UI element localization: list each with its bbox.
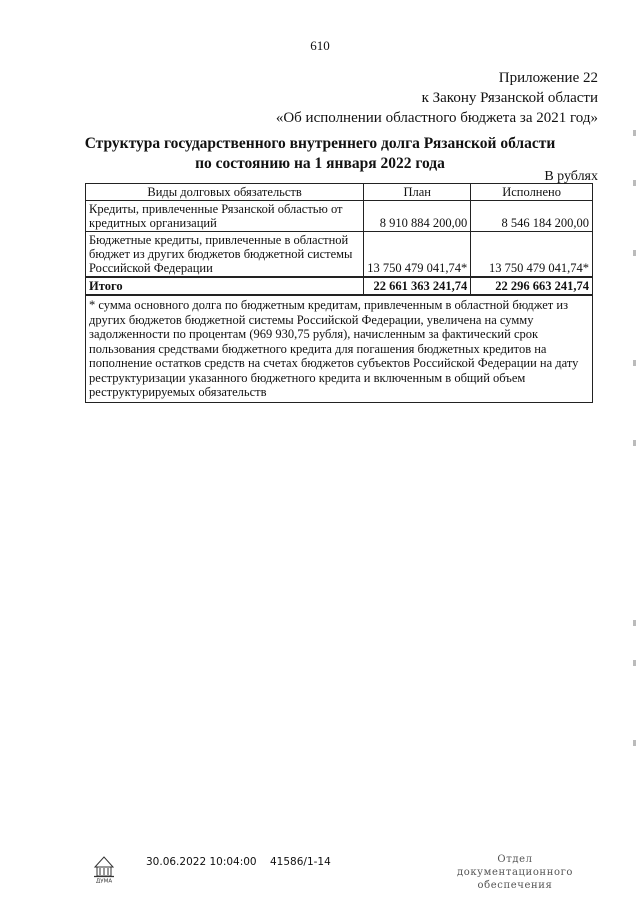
total-label: Итого: [86, 277, 364, 295]
title-line-1: Структура государственного внутреннего долга Рязанской области: [84, 135, 556, 152]
page-footer: [0, 853, 640, 893]
row-name: Бюджетные кредиты, привлеченные в областной бюджет из других бюджетов бюджетной системы Российской Федерации: [86, 232, 364, 278]
header-actual: Исполнено: [471, 184, 593, 201]
table-header-row: [86, 184, 593, 201]
scan-edge-marks: [632, 100, 636, 800]
row-name: Кредиты, привлеченные Рязанской областью от кредитных организаций: [86, 201, 364, 232]
appendix-line-2: к Закону Рязанской области: [421, 90, 598, 106]
page-number: 610: [310, 38, 330, 53]
footnote: * сумма основного долга по бюджетным кредитам, привлеченным в областной бюджет из других бюджетов бюджетной системы Российской Федерации, увеличена на сумму задолженности по процентам (969 930,75 рубля), начисленным за фактический срок пользования средствами бюджетного кредита для погашения бюджетных кредитов на пополнение остатков средств на счетах бюджетов субъектов Российской Федерации на дату реструктуризации указанного бюджетного кредита и включенным в общий объем реструктурируемых обязательств: [86, 295, 593, 402]
row-plan: 8 910 884 200,00: [364, 201, 471, 232]
department-line-2: обеспечения: [477, 880, 553, 891]
row-actual: 13 750 479 041,74*: [471, 232, 593, 278]
registration-date: 30.06.2022 10:04:00: [146, 856, 257, 868]
footnote-row: [86, 295, 593, 402]
title-line-2: по состоянию на 1 января 2022 года: [195, 155, 445, 172]
units-label: В рублях: [544, 169, 598, 184]
logo-text: ДУМА: [95, 878, 113, 883]
table-row: [86, 232, 593, 278]
department-stamp: [440, 853, 590, 892]
appendix-line-1: Приложение 22: [498, 70, 598, 86]
document-title: [0, 134, 640, 174]
appendix-line-3: «Об исполнении областного бюджета за 2021 год»: [275, 110, 598, 126]
department-line-1: Отдел документационного: [456, 854, 574, 878]
appendix-header: [276, 68, 598, 128]
header-plan: План: [364, 184, 471, 201]
row-actual: 8 546 184 200,00: [471, 201, 593, 232]
duma-building-icon: [91, 853, 117, 883]
debt-table: [85, 183, 593, 403]
total-actual: 22 296 663 241,74: [471, 277, 593, 295]
registration-number: 41586/1-14: [270, 856, 331, 868]
total-row: [86, 277, 593, 295]
table-row: [86, 201, 593, 232]
total-plan: 22 661 363 241,74: [364, 277, 471, 295]
row-plan: 13 750 479 041,74*: [364, 232, 471, 278]
header-debt-type: Виды долговых обязательств: [86, 184, 364, 201]
